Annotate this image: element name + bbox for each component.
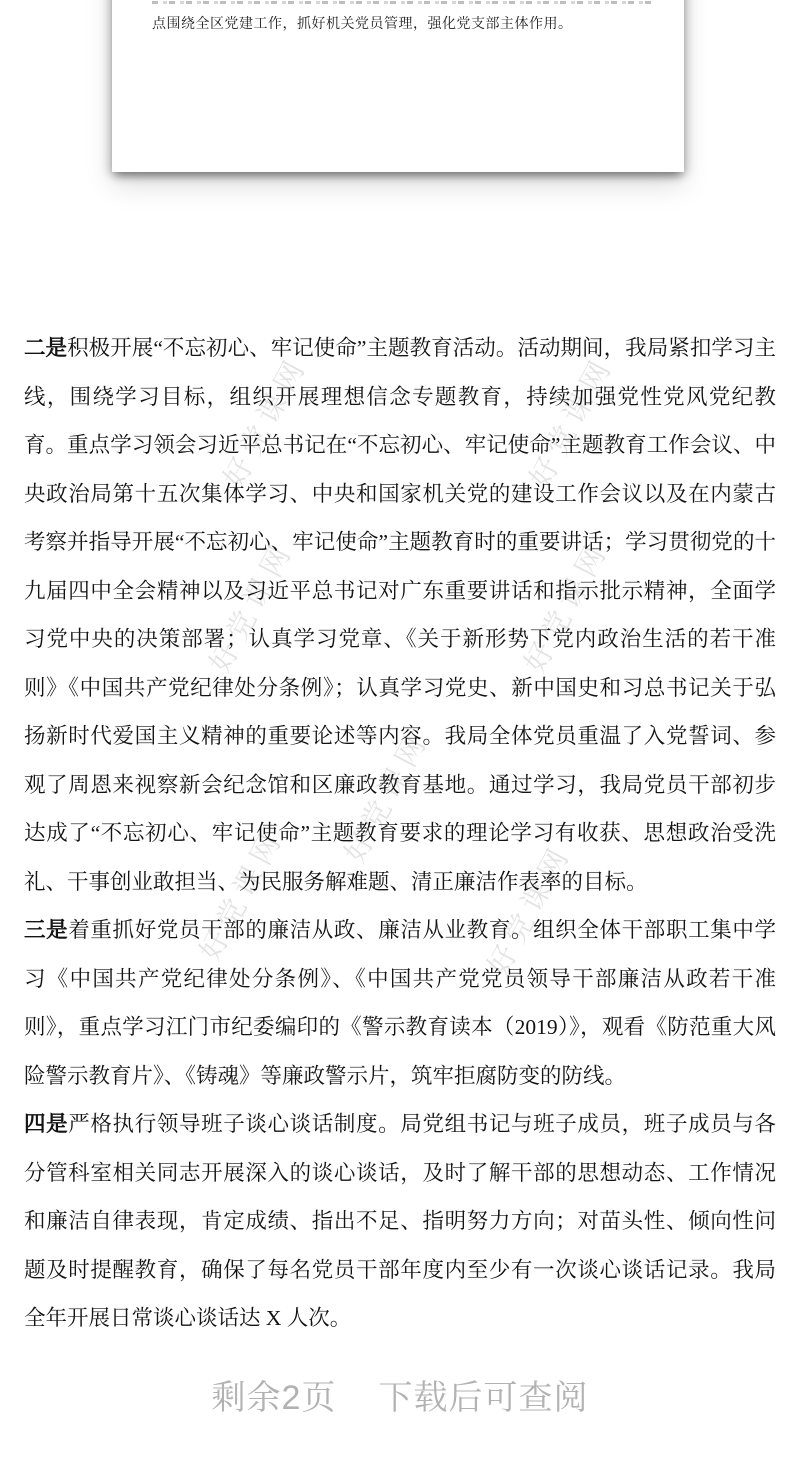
- paragraph-lead: 二是: [24, 336, 68, 360]
- paragraph: [24, 1100, 776, 1343]
- document-preview-card: [112, 0, 684, 172]
- watermark-text: 好党课网: [218, 350, 315, 493]
- watermark-text: 好党课网: [339, 725, 436, 868]
- watermark-text: 好党课网: [524, 350, 621, 493]
- paragraph-text: 积极开展“不忘初心、牢记使命”主题教育活动。活动期间，我局紧扣学习主线，围绕学习目标，组织开展理想信念专题教育，持续加强党性党风党纪教育。重点学习领会习近平总书记在“不忘初心、牢记使命”主题教育工作会议、中央政治局第十五次集体学习、中央和国家机关党的建设工作会议以及在内蒙古考察并指导开展“不忘初心、牢记使命”主题教育时的重要讲话；学习贯彻党的十九届四中全会精神以及习近平总书记对广东重要讲话和指示批示精神，全面学习党中央的决策部署；认真学习党章、《关于新形势下党内政治生活的若干准则》《中国共产党纪律处分条例》；认真学习党史、新中国史和习总书记关于弘扬新时代爱国主义精神的重要论述等内容。我局全体党员重温了入党誓词、参观了周恩来视察新会纪念馆和区廉政教育基地。通过学习，我局党员干部初步达成了“不忘初心、牢记使命”主题教育要求的理论学习有收获、思想政治受洗礼、干事创业敢担当、为民服务解难题、清正廉洁作表率的目标。: [24, 336, 776, 894]
- paragraph: [24, 906, 776, 1100]
- paragraph-lead: 四是: [24, 1112, 69, 1136]
- watermark-text: 好党课网: [482, 838, 579, 981]
- paragraph-lead: 三是: [24, 918, 69, 942]
- preview-card-content: [152, 0, 650, 172]
- download-hint-text: 下载后可查阅: [378, 1379, 589, 1417]
- watermark-text: 好党课网: [204, 535, 301, 678]
- paragraph: [24, 324, 776, 906]
- watermark-text: 好党课网: [194, 823, 291, 966]
- watermark-text: 好党课网: [519, 535, 616, 678]
- document-body-text: [0, 324, 800, 1343]
- clipped-text-line: [152, 1, 652, 4]
- preview-card-text-line: 点围绕全区党建工作，抓好机关党员管理，强化党支部主体作用。: [152, 17, 573, 32]
- paragraph-text: 着重抓好党员干部的廉洁从政、廉洁从业教育。组织全体干部职工集中学习《中国共产党纪律处分条例》、《中国共产党党员领导干部廉洁从政若干准则》，重点学习江门市纪委编印的《警示教育读本（2019）》，观看《防范重大风险警示教育片》、《铸魂》等廉政警示片，筑牢拒腐防变的防线。: [24, 918, 776, 1088]
- paragraph-text: 严格执行领导班子谈心谈话制度。局党组书记与班子成员，班子成员与各分管科室相关同志开展深入的谈心谈话，及时了解干部的思想动态、工作情况和廉洁自律表现，肯定成绩、指出不足、指明努力方向；对苗头性、倾向性问题及时提醒教育，确保了每名党员干部年度内至少有一次谈心谈话记录。我局全年开展日常谈心谈话达 X 人次。: [24, 1112, 776, 1330]
- remaining-pages-text: 剩余2页: [211, 1379, 337, 1417]
- pagination-footer: [0, 1376, 800, 1420]
